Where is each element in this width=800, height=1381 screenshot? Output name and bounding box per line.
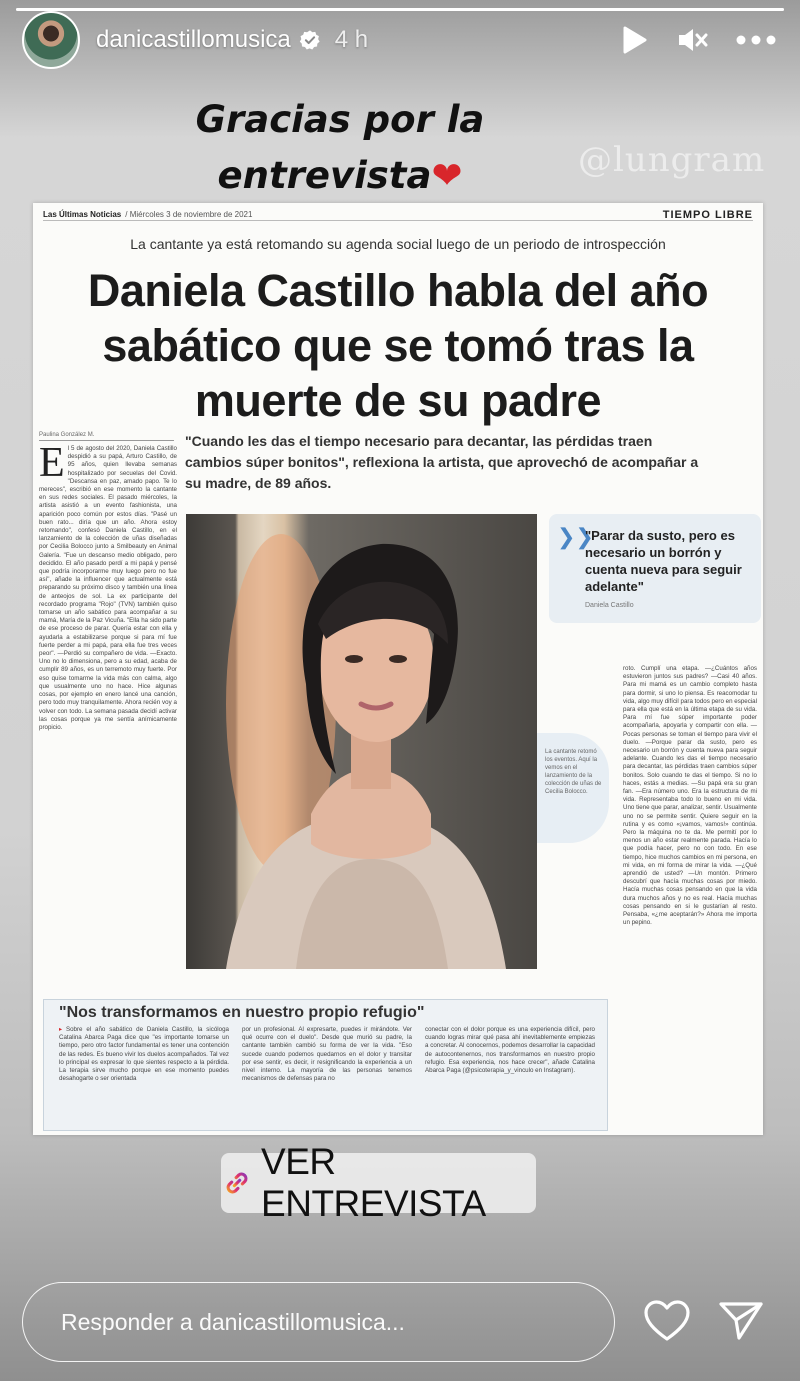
article-dropcap: E [39,445,65,486]
sidebar-box-refugio [43,999,608,1131]
play-icon[interactable] [622,25,648,55]
verified-badge-icon [299,29,321,51]
article-right-column: roto. Cumplí una etapa. —¿Cuántos años estuvieron juntos sus padres? —Casi 40 años. Para mi mamá es un cambio completo hasta para dormir, si uno lo piensa. Es reacomodar tu vida, algo muy difícil para todos pero en especial para ella que está en la última etapa de su vida. Para mí fue súper importante poder acompañarla, apoyarla y compartir con ella. —Pocas personas se toman el tiempo para vivir el duelo. —Porque parar da susto, pero es necesario un borrón y cuenta nueva para seguir adelante. Cuando les das el tiempo necesario para decantar, las pérdidas traen cambios súper bonitos. Solo cuando te das el tiempo. Si no lo haces, estás a medias. —Su papá era su gran fan. —Era número uno. Era la estructura de mi vida. Representaba todo lo bueno en mi vida. Uno tiene que parar, analizar, sentir. Usualmente uno no se permite sentir. Quiere seguir en la rutina y es como «¡vamos, vamos!» continúa. Pero la máquina no te da. Me permití por lo menos un año estar realmente parada. Hacía lo que podía hacer, pero no con todo. En ese tiempo, hice muchos cambios en mi persona, en mi vida, en mi forma de mirar la vida. —¿Qué aprendió de usted? —Un montón. Primero descubrí que hacía muchas cosas por miedo. Hacía muchas cosas pensando en que la vida dura muchos años y no es real. Hacía muchas cosas pensando en si le gustarían al resto. Pensaba, «¿me aceptarán?» Ahora me importa un pepino. [623,665,757,927]
mute-icon[interactable] [676,26,708,54]
post-time: 4 h [334,26,369,53]
heart-icon[interactable] [643,1299,691,1343]
article-left-column [39,445,177,969]
sidebar-box-column-3: conectar con el dolor porque es una experiencia difícil, pero cuando logras mirar qué pasa ahí inevitablemente empiezas a concretar. Al conocernos, podemos desarrollar la capacidad de autocontenernos, nos transformamos en nuestro propio refugio. Esa experiencia, nos hace crecer", añade Catalina Abarca Paga (@psicoterapia_y_vinculo en Instagram). [425,1026,595,1075]
view-interview-link-sticker[interactable] [221,1141,536,1224]
sidebar-box-column-1 [59,1026,229,1126]
article-kicker: La cantante ya está retomando su agenda social luego de un periodo de introspección [130,236,666,252]
send-icon[interactable] [718,1300,764,1342]
article-lead: "Cuando les das el tiempo necesario para decantar, las pérdidas traen cambios súper bonitos", reflexiona la artista, que aprovechó de acompañar a su madre, de 89 años. [185,433,699,491]
caption-line-2 [160,148,520,204]
portrait-illustration [186,514,537,969]
newspaper-masthead [43,209,753,221]
newspaper-source: Las Últimas Noticias [43,210,122,219]
pull-quote-text: "Parar da susto, pero es necesario un borrón y cuenta nueva para seguir adelante" [585,528,742,594]
sidebar-box-column-2: por un profesional. Al expresarte, puedes ir mirándote. Ver qué ocurre con el duelo". Desde que murió su padre, la cantante también cambió su forma de ver la vida. "Eso sucede cuando podemos quedarnos en el dolor y transitar por ese sentir, es decir, ir resignificando la experiencia a un nivel interno. La mayoría de las personas tenemos mecanismos de defensas para no [242,1026,412,1083]
link-icon [221,1165,253,1201]
view-interview-label: VER ENTREVISTA [261,1141,486,1224]
arrow-right-icon: ▸ [59,1026,66,1033]
story-header [22,12,776,68]
sidebar-box-text-1: Sobre el año sabático de Daniela Castillo, la sicóloga Catalina Abarca Paga dice que "es importante tomarse un tiempo, pero otro factor fundamental es tener una contención de las redes. Es bueno vivir los duelos acompañados. Tal vez lo principal es expresar lo que sientes respecto a la pérdida. La terapia sirve mucho porque en ese momento puedes desahogarte o ser orientada [59,1026,229,1083]
left-column-text: l 5 de agosto del 2020, Daniela Castillo despidió a su papá, Arturo Castillo, de 95 años, quien llevaba semanas hospitalizado por secuelas del Covid. "Descansa en paz, amado papo. Te lo mereces", escribió en ese momento la cantante en sus redes sociales. El pasado miércoles, la artista asistió a un evento fashionista, una aparición poco común por estos días. "Pasé un buen rato... diría que un año. Ahora estoy retomando", confesó Daniela Castillo, en el lanzamiento de la colección de uñas diseñadas por Cecilia Bolocco junto a Smilbeauty en Animal Galería. "Fue un descanso medio obligado, pero decidido. El año pasado perdí a mi papá y pensé que podría incorporarme muy luego pero no fue así", añade la influencer que actualmente está preparando su próximo disco y también una línea de anteojos de sol. La ex participante del recordado programa "Rojo" (TVN) también quiso tomarse un año sabático para acompañar a su mamá, María de la Paz Vicuña. "Ella ha sido parte de ese proceso de parar. Quería estar con ella y ayudarla a estabilizarse porque si para mí fue fuerte perder a mi papá, para ella fue tres veces peor". —Perdió su compañero de vida. —Exacto. Uno no lo dimensiona, pero a su edad, acaba de cumplir 89 años, es un terremoto muy fuerte. Por eso quise tomarme la vida más con calma, algo que usualmente uno no hace. Hice algunas cosas, por ejemplo en enero lancé una canción, pero todo muy tranquilamente. Ahora recién voy a volver con todo. La semana pasada decidí activar las cosas porque ya me sentía anímicamente propicio. [39,445,177,731]
photo-caption: La cantante retomó los eventos. Aquí la vemos en el lanzamiento de la colección de uñas de Cecilia Bolocco. [537,733,609,843]
newspaper-section: TIEMPO LIBRE [662,208,753,221]
article-byline: Paulina González M. [39,432,174,441]
story-progress-fill [16,8,784,11]
reply-input[interactable] [22,1282,615,1362]
caption-line-1: Gracias por la [195,98,485,141]
article-headline: Daniela Castillo habla del año sabático que se tomó tras la muerte de su padre [87,265,709,426]
pull-quote [549,514,761,623]
header-actions [622,25,776,55]
avatar[interactable] [22,11,80,69]
caption-word: entrevista [217,153,432,197]
article-photo [186,514,537,969]
watermark: @lungram [578,140,766,180]
pull-quote-author: Daniela Castillo [585,602,634,609]
more-options-icon[interactable] [736,35,776,45]
newspaper-clipping [33,203,763,1135]
newspaper-date: / Miércoles 3 de noviembre de 2021 [125,210,253,219]
username[interactable]: danicastillomusica [96,26,291,53]
story-caption [160,92,520,203]
story-progress-bar [16,8,784,11]
quote-chevron-icon: ❯❯ [557,524,594,549]
heart-emoji-icon: ❤ [431,153,463,197]
sidebar-box-title: "Nos transformamos en nuestro propio refugio" [59,1004,425,1021]
